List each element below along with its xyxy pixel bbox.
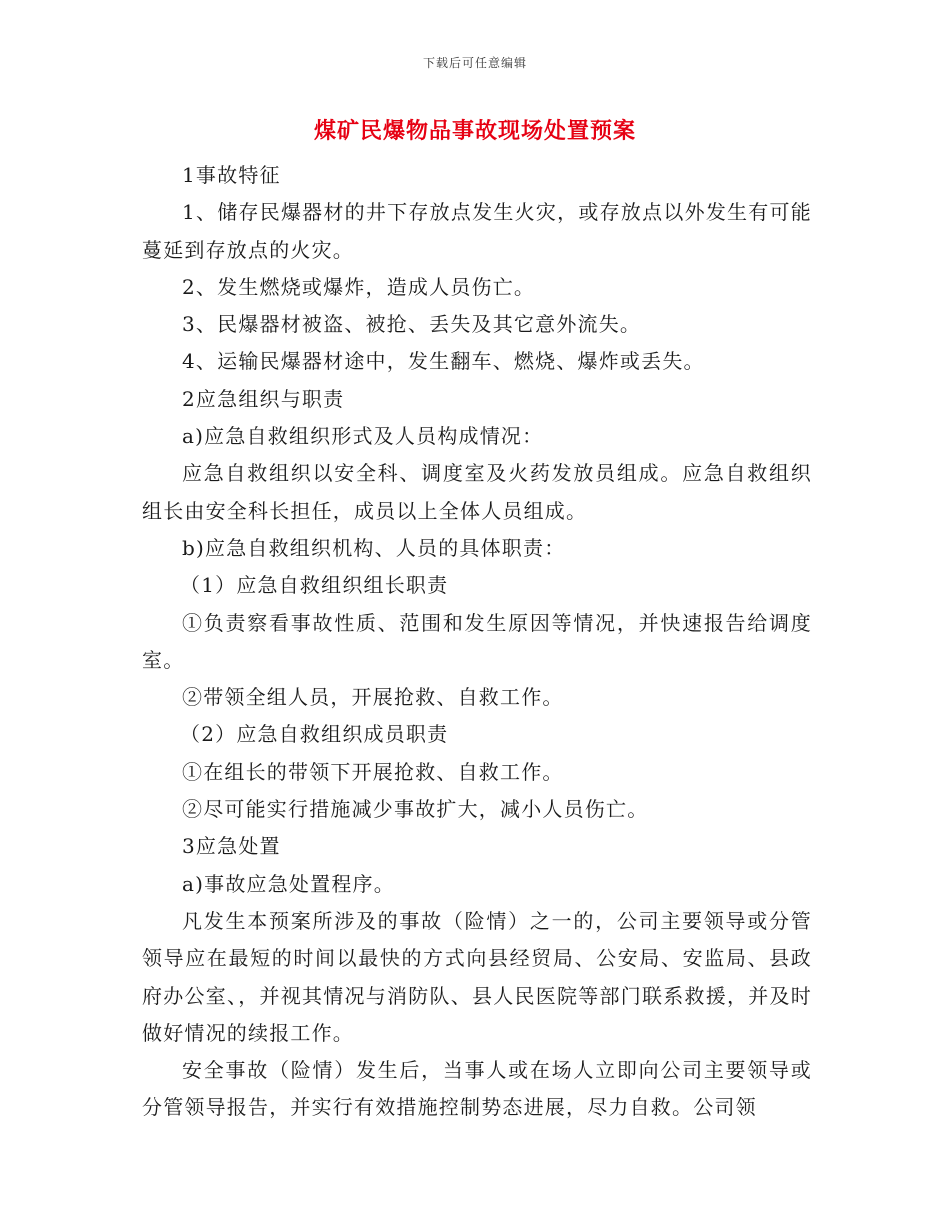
paragraph-organization: 应急自救组织以安全科、调度室及火药发放员组成。应急自救组织组长由安全科长担任，成员以上全体人员组成。 [142,461,812,523]
subheading-procedure: a)事故应急处置程序。 [182,871,395,896]
subheading-b: b)应急自救组织机构、人员的具体职责： [182,535,566,560]
document-body [142,157,812,1127]
paragraph-leader-duty-1: ①负责察看事故性质、范围和发生原因等情况，并快速报告给调度室。 [142,610,812,672]
header-note: 下载后可任意编辑 [422,56,527,70]
section-heading-3: 3应急处置 [182,834,281,859]
subheading-member-duties: （2）应急自救组织成员职责 [180,722,449,747]
paragraph-member-duty-1: ①在组长的带领下开展抢救、自救工作。 [182,759,564,784]
paragraph-member-duty-2: ②尽可能实行措施减少事故扩大，减小人员伤亡。 [182,797,649,822]
document-title: 煤矿民爆物品事故现场处置预案 [313,118,636,144]
section-heading-1: 1事故特征 [182,163,281,187]
paragraph-procedure-2: 安全事故（险情）发生后，当事人或在场人立即向公司主要领导或分管领导报告，并实行有效措施控制势态进展，尽力自救。公司领 [142,1058,812,1120]
subheading-a: a)应急自救组织形式及人员构成情况： [182,424,544,449]
paragraph-feature-1: 1、储存民爆器材的井下存放点发生火灾，或存放点以外发生有可能蔓延到存放点的火灾。 [142,200,812,262]
section-heading-2: 2应急组织与职责 [182,386,345,411]
paragraph-feature-4: 4、运输民爆器材途中，发生翻车、燃烧、爆炸或丢失。 [182,349,705,374]
paragraph-feature-2: 2、发生燃烧或爆炸，造成人员伤亡。 [182,274,536,299]
paragraph-feature-3: 3、民爆器材被盗、被抢、丢失及其它意外流失。 [182,312,642,337]
paragraph-procedure-1: 凡发生本预案所涉及的事故（险情）之一的，公司主要领导或分管领导应在最短的时间以最快的方式向县经贸局、公安局、安监局、县政府办公室、，并视其情况与消防队、县人民医院等部门联系救援，并及时做好情况的续报工作。 [142,908,812,1045]
paragraph-leader-duty-2: ②带领全组人员，开展抢救、自救工作。 [182,685,564,710]
subheading-leader-duties: （1）应急自救组织组长职责 [180,573,449,598]
